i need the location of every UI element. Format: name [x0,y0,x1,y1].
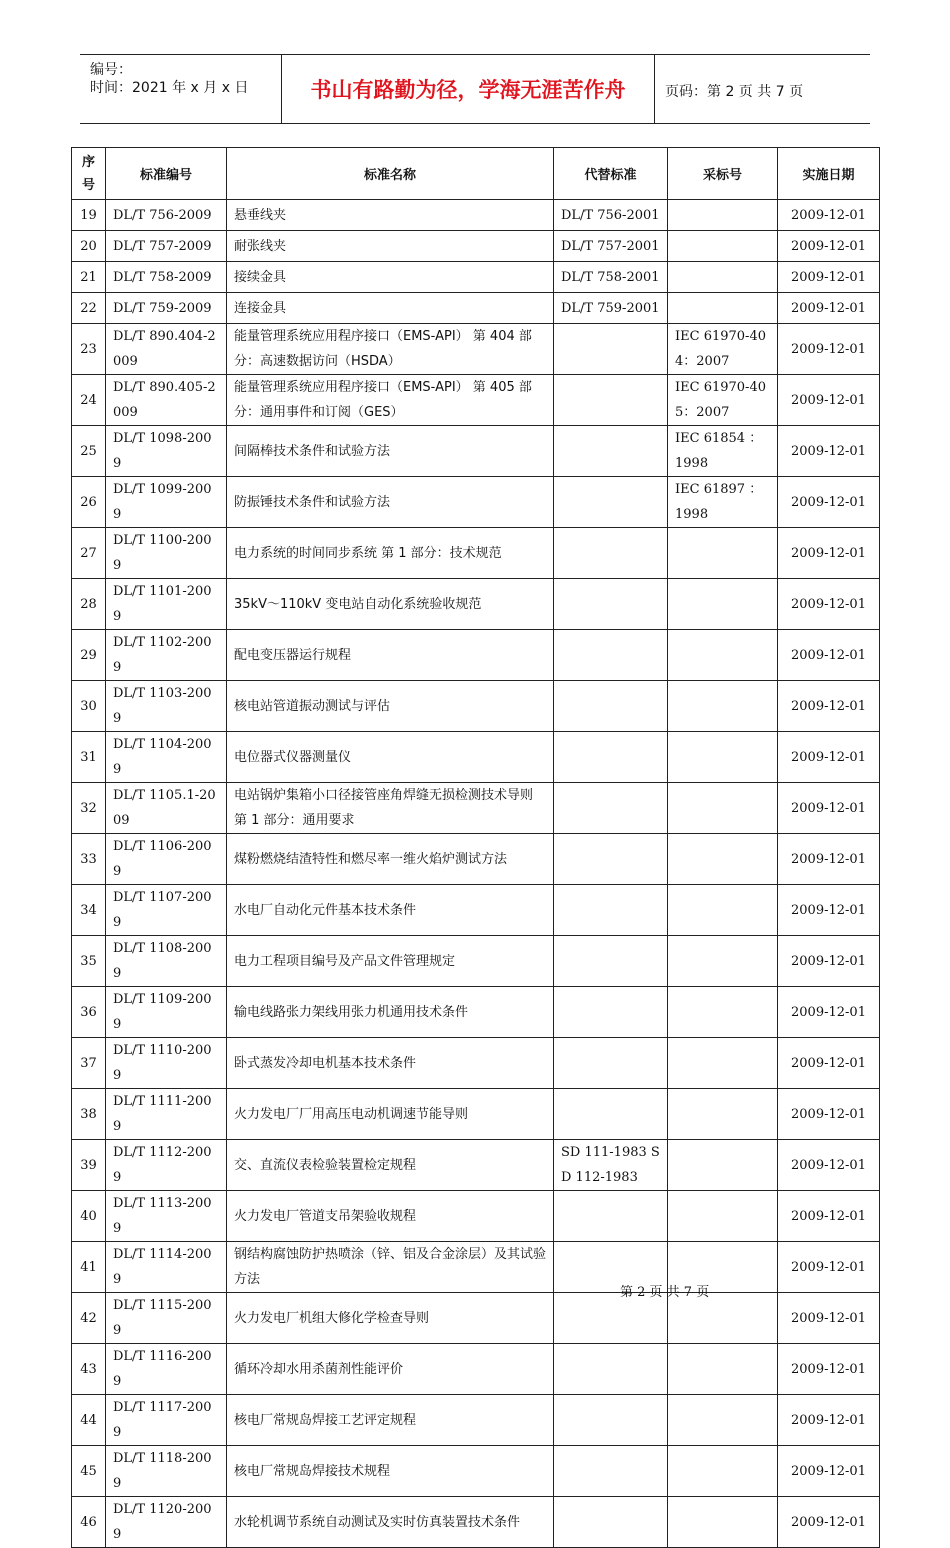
row-code: DL/T 890.405-2009 [106,375,227,426]
row-adopt [668,1446,778,1497]
row-adopt [668,885,778,936]
row-no: 40 [72,1191,106,1242]
row-name: 防振锤技术条件和试验方法 [227,477,554,528]
row-no: 30 [72,681,106,732]
row-date: 2009-12-01 [778,987,880,1038]
row-no: 31 [72,732,106,783]
header-name: 标准名称 [227,148,554,200]
row-no: 36 [72,987,106,1038]
row-no: 46 [72,1497,106,1548]
table-row [72,834,880,885]
row-no: 32 [72,783,106,834]
row-name: 火力发电厂机组大修化学检查导则 [227,1293,554,1344]
row-name: 输电线路张力架线用张力机通用技术条件 [227,987,554,1038]
table-row [72,200,880,231]
row-code: DL/T 1098-2009 [106,426,227,477]
table-row [72,231,880,262]
row-no: 29 [72,630,106,681]
row-replace [554,1344,668,1395]
row-date: 2009-12-01 [778,783,880,834]
row-date: 2009-12-01 [778,732,880,783]
row-code: DL/T 1114-2009 [106,1242,227,1293]
row-date: 2009-12-01 [778,834,880,885]
row-adopt [668,1395,778,1446]
table-row [72,375,880,426]
row-adopt [668,1344,778,1395]
row-date: 2009-12-01 [778,1293,880,1344]
row-name: 电力工程项目编号及产品文件管理规定 [227,936,554,987]
row-name: 悬垂线夹 [227,200,554,231]
row-date: 2009-12-01 [778,681,880,732]
row-no: 33 [72,834,106,885]
row-no: 38 [72,1089,106,1140]
row-adopt [668,1089,778,1140]
page-footer: 第 2 页 共 7 页 [620,1285,710,1300]
row-adopt [668,783,778,834]
table-row [72,936,880,987]
row-date: 2009-12-01 [778,936,880,987]
header-adopt: 采标号 [668,148,778,200]
row-date: 2009-12-01 [778,1089,880,1140]
row-date: 2009-12-01 [778,1038,880,1089]
row-code: DL/T 1117-2009 [106,1395,227,1446]
row-adopt: IEC 61970-404：2007 [668,324,778,375]
row-adopt [668,231,778,262]
row-name: 电位器式仪器测量仪 [227,732,554,783]
row-name: 35kV～110kV 变电站自动化系统验收规范 [227,579,554,630]
table-row [72,426,880,477]
page-header [80,54,870,124]
row-adopt [668,834,778,885]
row-adopt [668,528,778,579]
table-row [72,1038,880,1089]
row-adopt [668,681,778,732]
row-replace [554,375,668,426]
row-name: 核电厂常规岛焊接技术规程 [227,1446,554,1497]
header-no: 序号 [72,148,106,200]
row-no: 23 [72,324,106,375]
table-row [72,1497,880,1548]
row-replace [554,732,668,783]
row-adopt [668,262,778,293]
row-adopt: IEC 61970-405：2007 [668,375,778,426]
row-replace [554,834,668,885]
row-date: 2009-12-01 [778,528,880,579]
table-row [72,293,880,324]
table-row [72,681,880,732]
row-no: 42 [72,1293,106,1344]
document-number-label: 编号： [90,62,132,78]
row-no: 27 [72,528,106,579]
table-row [72,1191,880,1242]
table-row [72,1446,880,1497]
row-name: 连接金具 [227,293,554,324]
row-code: DL/T 1104-2009 [106,732,227,783]
row-code: DL/T 1113-2009 [106,1191,227,1242]
row-code: DL/T 756-2009 [106,200,227,231]
table-row [72,1344,880,1395]
row-replace: SD 111-1983 SD 112-1983 [554,1140,668,1191]
row-code: DL/T 1100-2009 [106,528,227,579]
row-replace [554,1191,668,1242]
row-adopt [668,732,778,783]
row-replace [554,1395,668,1446]
row-date: 2009-12-01 [778,477,880,528]
row-code: DL/T 1102-2009 [106,630,227,681]
row-no: 24 [72,375,106,426]
row-replace [554,681,668,732]
standards-table [71,147,880,1548]
header-replace: 代替标准 [554,148,668,200]
row-code: DL/T 1105.1-2009 [106,783,227,834]
row-date: 2009-12-01 [778,1497,880,1548]
row-date: 2009-12-01 [778,1446,880,1497]
row-no: 28 [72,579,106,630]
row-date: 2009-12-01 [778,426,880,477]
row-date: 2009-12-01 [778,1140,880,1191]
table-row [72,262,880,293]
table-row [72,885,880,936]
row-no: 25 [72,426,106,477]
row-code: DL/T 1108-2009 [106,936,227,987]
table-row [72,987,880,1038]
row-code: DL/T 1111-2009 [106,1089,227,1140]
row-name: 火力发电厂厂用高压电动机调速节能导则 [227,1089,554,1140]
table-body [72,200,880,1548]
row-replace [554,1038,668,1089]
row-code: DL/T 1103-2009 [106,681,227,732]
row-replace [554,1446,668,1497]
row-name: 核电站管道振动测试与评估 [227,681,554,732]
row-name: 水电厂自动化元件基本技术条件 [227,885,554,936]
row-code: DL/T 1106-2009 [106,834,227,885]
row-name: 间隔棒技术条件和试验方法 [227,426,554,477]
row-adopt: IEC 61897 ：1998 [668,477,778,528]
row-replace [554,528,668,579]
header-date: 实施日期 [778,148,880,200]
table-row [72,579,880,630]
row-replace [554,1497,668,1548]
row-date: 2009-12-01 [778,1344,880,1395]
row-replace: DL/T 757-2001 [554,231,668,262]
row-adopt [668,1191,778,1242]
table-row [72,732,880,783]
row-name: 水轮机调节系统自动测试及实时仿真装置技术条件 [227,1497,554,1548]
row-date: 2009-12-01 [778,200,880,231]
row-code: DL/T 759-2009 [106,293,227,324]
table-row [72,324,880,375]
row-replace [554,1089,668,1140]
row-replace [554,324,668,375]
table-row [72,1242,880,1293]
row-name: 能量管理系统应用程序接口（EMS-API） 第 405 部分：通用事件和订阅（GES） [227,375,554,426]
row-code: DL/T 1099-2009 [106,477,227,528]
row-code: DL/T 1112-2009 [106,1140,227,1191]
row-date: 2009-12-01 [778,324,880,375]
row-replace: DL/T 756-2001 [554,200,668,231]
row-no: 22 [72,293,106,324]
row-name: 煤粉燃烧结渣特性和燃尽率一维火焰炉测试方法 [227,834,554,885]
row-code: DL/T 1118-2009 [106,1446,227,1497]
row-adopt [668,1293,778,1344]
header-page-info: 页码：第 2 页 共 7 页 [665,84,804,100]
row-replace [554,426,668,477]
row-replace [554,630,668,681]
row-adopt [668,987,778,1038]
row-adopt [668,630,778,681]
table-row [72,630,880,681]
row-date: 2009-12-01 [778,630,880,681]
row-code: DL/T 758-2009 [106,262,227,293]
table-row [72,1293,880,1344]
row-no: 35 [72,936,106,987]
row-replace [554,936,668,987]
row-code: DL/T 1101-2009 [106,579,227,630]
row-replace: DL/T 759-2001 [554,293,668,324]
row-date: 2009-12-01 [778,262,880,293]
row-no: 45 [72,1446,106,1497]
row-name: 循环冷却水用杀菌剂性能评价 [227,1344,554,1395]
row-date: 2009-12-01 [778,1191,880,1242]
row-code: DL/T 757-2009 [106,231,227,262]
row-replace [554,987,668,1038]
row-code: DL/T 1116-2009 [106,1344,227,1395]
table-row [72,1140,880,1191]
row-name: 卧式蒸发冷却电机基本技术条件 [227,1038,554,1089]
table-header-row [72,148,880,200]
row-no: 34 [72,885,106,936]
row-date: 2009-12-01 [778,579,880,630]
row-adopt [668,1140,778,1191]
row-adopt [668,293,778,324]
row-code: DL/T 1109-2009 [106,987,227,1038]
row-name: 火力发电厂管道支吊架验收规程 [227,1191,554,1242]
row-replace [554,885,668,936]
row-name: 电站锅炉集箱小口径接管座角焊缝无损检测技术导则 第 1 部分：通用要求 [227,783,554,834]
row-name: 核电厂常规岛焊接工艺评定规程 [227,1395,554,1446]
row-replace [554,783,668,834]
row-no: 37 [72,1038,106,1089]
table-row [72,1395,880,1446]
row-no: 41 [72,1242,106,1293]
header-code: 标准编号 [106,148,227,200]
row-date: 2009-12-01 [778,885,880,936]
header-info-cell [80,55,282,123]
row-code: DL/T 1115-2009 [106,1293,227,1344]
row-adopt [668,936,778,987]
row-name: 交、直流仪表检验装置检定规程 [227,1140,554,1191]
row-adopt [668,200,778,231]
row-replace [554,579,668,630]
row-code: DL/T 1107-2009 [106,885,227,936]
row-replace [554,477,668,528]
row-no: 39 [72,1140,106,1191]
row-no: 20 [72,231,106,262]
row-adopt [668,1497,778,1548]
row-no: 19 [72,200,106,231]
row-replace: DL/T 758-2001 [554,262,668,293]
row-date: 2009-12-01 [778,231,880,262]
table-row [72,783,880,834]
row-date: 2009-12-01 [778,1242,880,1293]
row-code: DL/T 890.404-2009 [106,324,227,375]
row-name: 配电变压器运行规程 [227,630,554,681]
row-date: 2009-12-01 [778,375,880,426]
row-no: 43 [72,1344,106,1395]
row-no: 44 [72,1395,106,1446]
row-adopt [668,1038,778,1089]
header-motto: 书山有路勤为径，学海无涯苦作舟 [282,55,655,123]
row-adopt: IEC 61854 ：1998 [668,426,778,477]
row-no: 26 [72,477,106,528]
row-code: DL/T 1110-2009 [106,1038,227,1089]
row-date: 2009-12-01 [778,293,880,324]
row-name: 接续金具 [227,262,554,293]
document-time-label: 时间：2021 年 x 月 x 日 [90,80,249,96]
row-name: 电力系统的时间同步系统 第 1 部分：技术规范 [227,528,554,579]
row-date: 2009-12-01 [778,1395,880,1446]
row-code: DL/T 1120-2009 [106,1497,227,1548]
row-no: 21 [72,262,106,293]
row-replace [554,1293,668,1344]
table-row [72,477,880,528]
table-row [72,528,880,579]
row-name: 钢结构腐蚀防护热喷涂（锌、铝及合金涂层）及其试验方法 [227,1242,554,1293]
row-adopt [668,579,778,630]
row-name: 能量管理系统应用程序接口（EMS-API） 第 404 部分：高速数据访问（HSDA） [227,324,554,375]
row-name: 耐张线夹 [227,231,554,262]
table-row [72,1089,880,1140]
